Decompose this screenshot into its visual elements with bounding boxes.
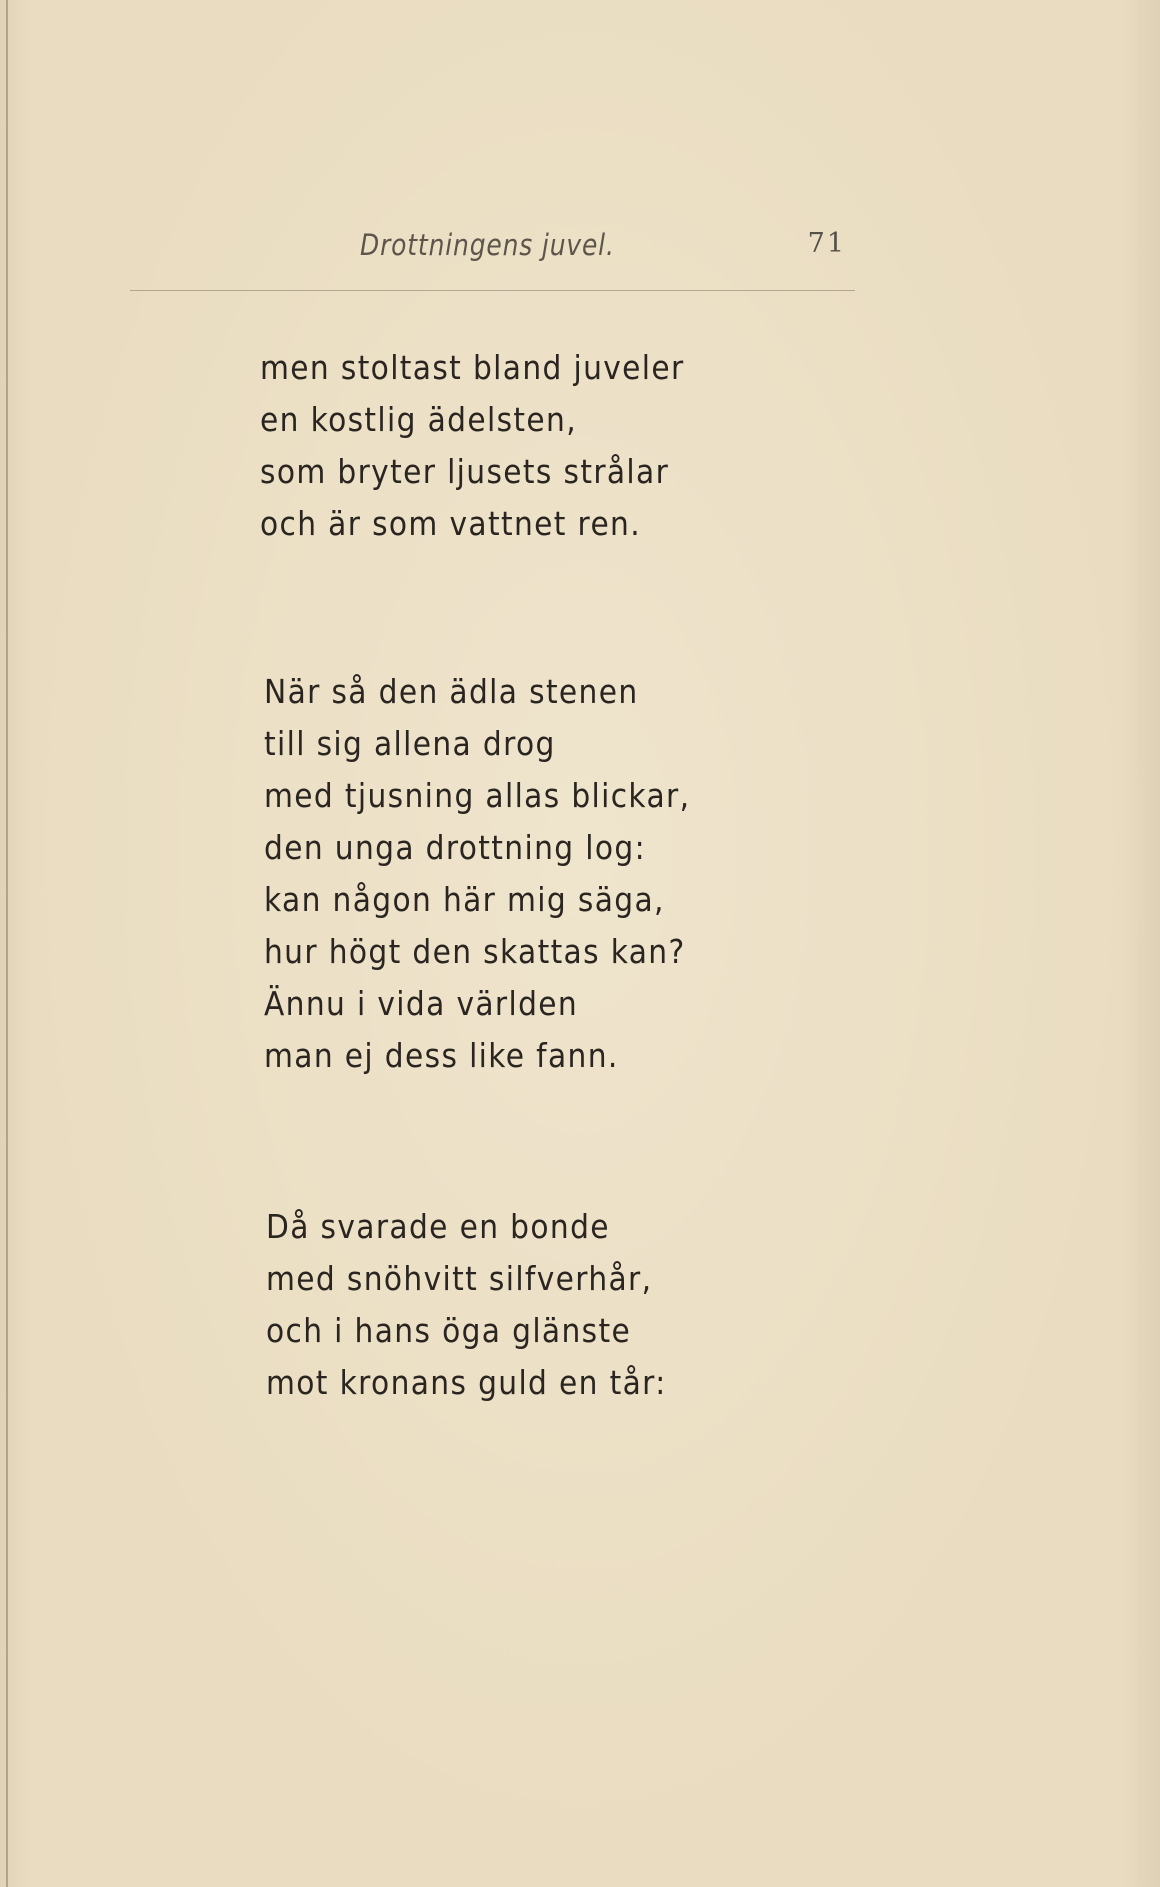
running-title: Drottningens juvel. [360,228,615,262]
verse-line: en kostlig ädelsten, [260,400,577,439]
verse-line: den unga drottning log: [264,828,646,867]
verse-line: som bryter ljusets strålar [260,452,670,491]
verse-line: men stoltast bland juveler [260,348,685,387]
page-number: 71 [807,228,846,259]
page-edge-shadow [6,0,8,1887]
stanza [264,666,738,1082]
verse-line: Ännu i vida världen [264,984,579,1023]
verse-line: Då svarade en bonde [266,1207,610,1246]
verse-line: och är som vattnet ren. [260,504,642,543]
verse-line: mot kronans guld en tår: [266,1363,667,1402]
verse-line: med tjusning allas blickar, [264,776,691,815]
verse-line: med snöhvitt silfverhår, [266,1259,653,1298]
verse-line: kan någon här mig säga, [264,880,665,919]
header-rule [130,290,855,291]
verse-line: hur högt den skattas kan? [264,932,686,971]
verse-line: man ej dess like fann. [264,1036,619,1075]
verse-line: När så den ädla stenen [264,672,639,711]
verse-line: och i hans öga glänste [266,1311,632,1350]
stanza [266,1201,711,1409]
stanza [260,342,732,550]
running-header [130,228,860,268]
verse-line: till sig allena drog [264,724,556,763]
